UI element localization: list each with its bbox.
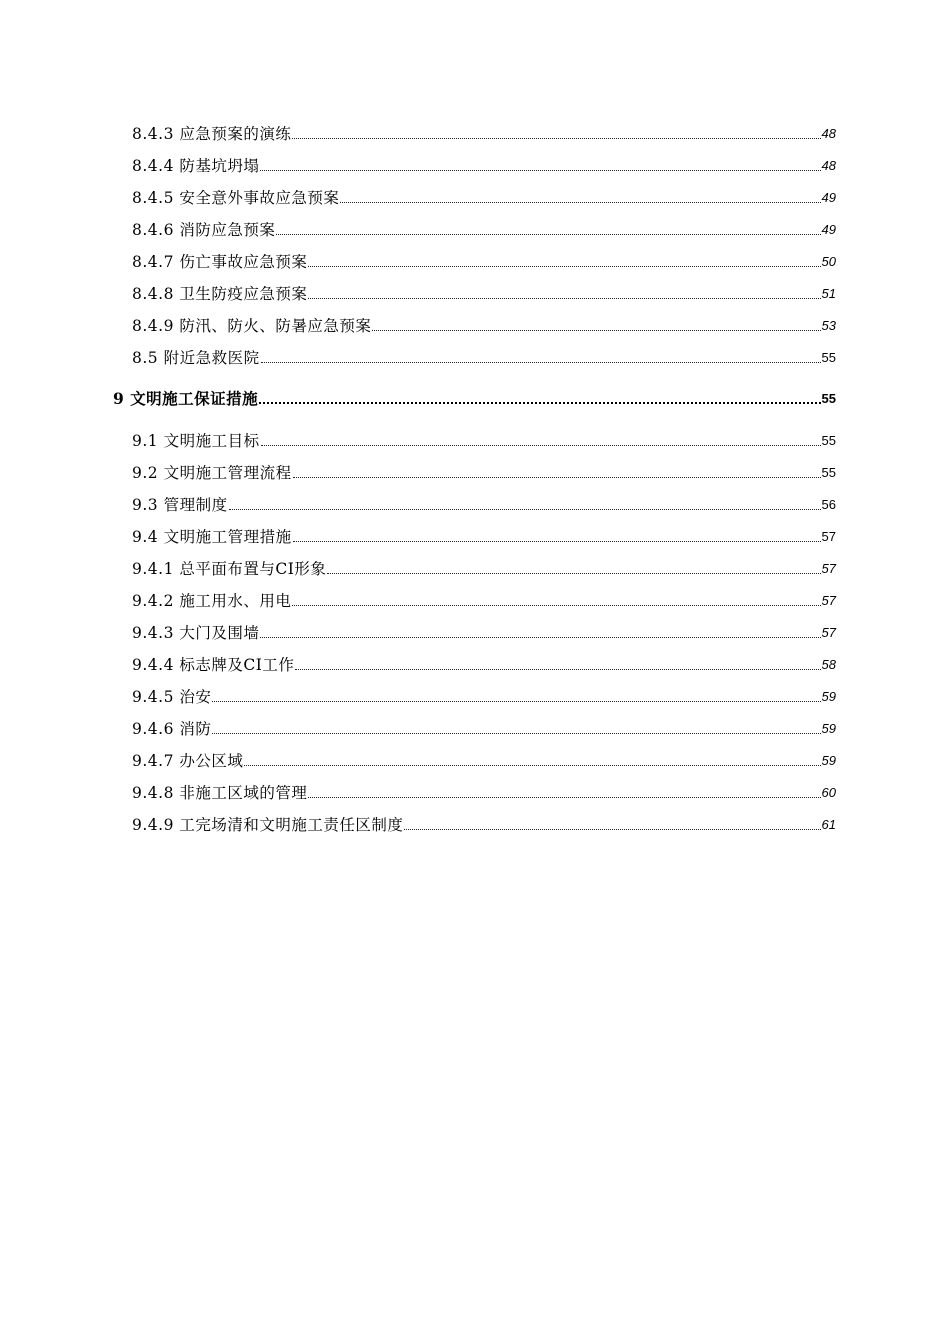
toc-entry[interactable] — [132, 216, 836, 240]
toc-entry-label: 9 文明施工保证措施 — [113, 389, 259, 408]
toc-entry-label: 9.4.8 非施工区域的管理 — [132, 784, 308, 802]
toc-entry-label: 9.1 文明施工目标 — [132, 432, 260, 450]
toc-leader-dots — [229, 508, 821, 510]
toc-entry-page: 59 — [821, 753, 836, 768]
toc-entry[interactable] — [132, 523, 836, 547]
toc-entry-label: 9.4.6 消防 — [132, 720, 212, 738]
toc-leader-dots — [340, 201, 820, 203]
toc-entry-page: 57 — [821, 529, 836, 544]
toc-entry-label: 8.4.3 应急预案的演练 — [132, 125, 292, 143]
toc-leader-dots — [327, 572, 820, 574]
toc-entry-label: 9.4.2 施工用水、用电 — [132, 592, 292, 610]
toc-entry-page: 61 — [821, 817, 836, 832]
toc-entry-page: 55 — [821, 350, 836, 365]
toc-entry-page: 48 — [821, 126, 836, 141]
toc-leader-dots — [308, 796, 820, 798]
toc-entry[interactable] — [132, 683, 836, 707]
toc-entry-page: 56 — [821, 497, 836, 512]
toc-leader-dots — [212, 732, 820, 734]
toc-entry-label: 9.4.1 总平面布置与CI形象 — [132, 560, 327, 578]
toc-leader-dots — [244, 764, 820, 766]
toc-leader-dots — [260, 636, 820, 638]
toc-entry-label: 8.4.7 伤亡事故应急预案 — [132, 253, 308, 271]
toc-entry-page: 57 — [821, 625, 836, 640]
toc-entry-label: 8.4.4 防基坑坍塌 — [132, 157, 260, 175]
toc-entry-label: 9.4.5 治安 — [132, 688, 212, 706]
toc-leader-dots — [259, 401, 820, 404]
toc-entry-page: 55 — [821, 465, 836, 480]
toc-chapter-entry[interactable] — [113, 385, 836, 409]
toc-entry-page: 59 — [821, 721, 836, 736]
toc-entry-page: 57 — [821, 561, 836, 576]
toc-entry[interactable] — [132, 491, 836, 515]
toc-entry[interactable] — [132, 152, 836, 176]
toc-entry-page: 53 — [821, 318, 836, 333]
toc-entry-page: 55 — [821, 391, 836, 406]
toc-entry-page: 48 — [821, 158, 836, 173]
toc-entry-page: 59 — [821, 689, 836, 704]
toc-leader-dots — [293, 476, 821, 478]
toc-entry[interactable] — [132, 184, 836, 208]
toc-leader-dots — [261, 444, 821, 446]
toc-entry[interactable] — [132, 715, 836, 739]
toc-entry-label: 9.4.9 工完场清和文明施工责任区制度 — [132, 816, 404, 834]
toc-entry-page: 57 — [821, 593, 836, 608]
toc-entry[interactable] — [132, 427, 836, 451]
toc-leader-dots — [308, 265, 820, 267]
toc-leader-dots — [295, 668, 820, 670]
toc-entry-page: 49 — [821, 190, 836, 205]
toc-leader-dots — [308, 297, 820, 299]
toc-leader-dots — [261, 361, 821, 363]
toc-entry-label: 8.5 附近急救医院 — [132, 349, 260, 367]
toc-entry[interactable] — [132, 248, 836, 272]
toc-entry-label: 9.4.4 标志牌及CI工作 — [132, 656, 295, 674]
toc-entry[interactable] — [132, 280, 836, 304]
toc-leader-dots — [372, 329, 820, 331]
toc-entry[interactable] — [132, 312, 836, 336]
toc-entry-label: 8.4.6 消防应急预案 — [132, 221, 276, 239]
toc-entry-page: 49 — [821, 222, 836, 237]
toc-entry-label: 9.4.7 办公区域 — [132, 752, 244, 770]
toc-entry[interactable] — [132, 120, 836, 144]
toc-leader-dots — [260, 169, 820, 171]
toc-entry-label: 9.3 管理制度 — [132, 496, 228, 514]
toc-leader-dots — [276, 233, 820, 235]
toc-leader-dots — [293, 540, 821, 542]
toc-entry-label: 9.2 文明施工管理流程 — [132, 464, 292, 482]
toc-entry-label: 8.4.5 安全意外事故应急预案 — [132, 189, 340, 207]
toc-entry[interactable] — [132, 779, 836, 803]
toc-leader-dots — [404, 828, 820, 830]
toc-entry-page: 60 — [821, 785, 836, 800]
toc-entry[interactable] — [132, 587, 836, 611]
toc-entry[interactable] — [132, 651, 836, 675]
toc-entry-page: 51 — [821, 286, 836, 301]
toc-leader-dots — [212, 700, 820, 702]
toc-entry[interactable] — [132, 619, 836, 643]
toc-entry-page: 55 — [821, 433, 836, 448]
toc-entry-label: 8.4.8 卫生防疫应急预案 — [132, 285, 308, 303]
toc-entry-label: 9.4.3 大门及围墙 — [132, 624, 260, 642]
toc-entry[interactable] — [132, 555, 836, 579]
toc-entry[interactable] — [132, 747, 836, 771]
toc-entry-label: 9.4 文明施工管理措施 — [132, 528, 292, 546]
toc-entry[interactable] — [132, 459, 836, 483]
toc-entry-label: 8.4.9 防汛、防火、防暑应急预案 — [132, 317, 372, 335]
toc-leader-dots — [292, 604, 820, 606]
toc-entry-page: 58 — [821, 657, 836, 672]
toc-leader-dots — [292, 137, 820, 139]
toc-entry-page: 50 — [821, 254, 836, 269]
toc-entry[interactable] — [132, 811, 836, 835]
toc-entry[interactable] — [132, 344, 836, 368]
